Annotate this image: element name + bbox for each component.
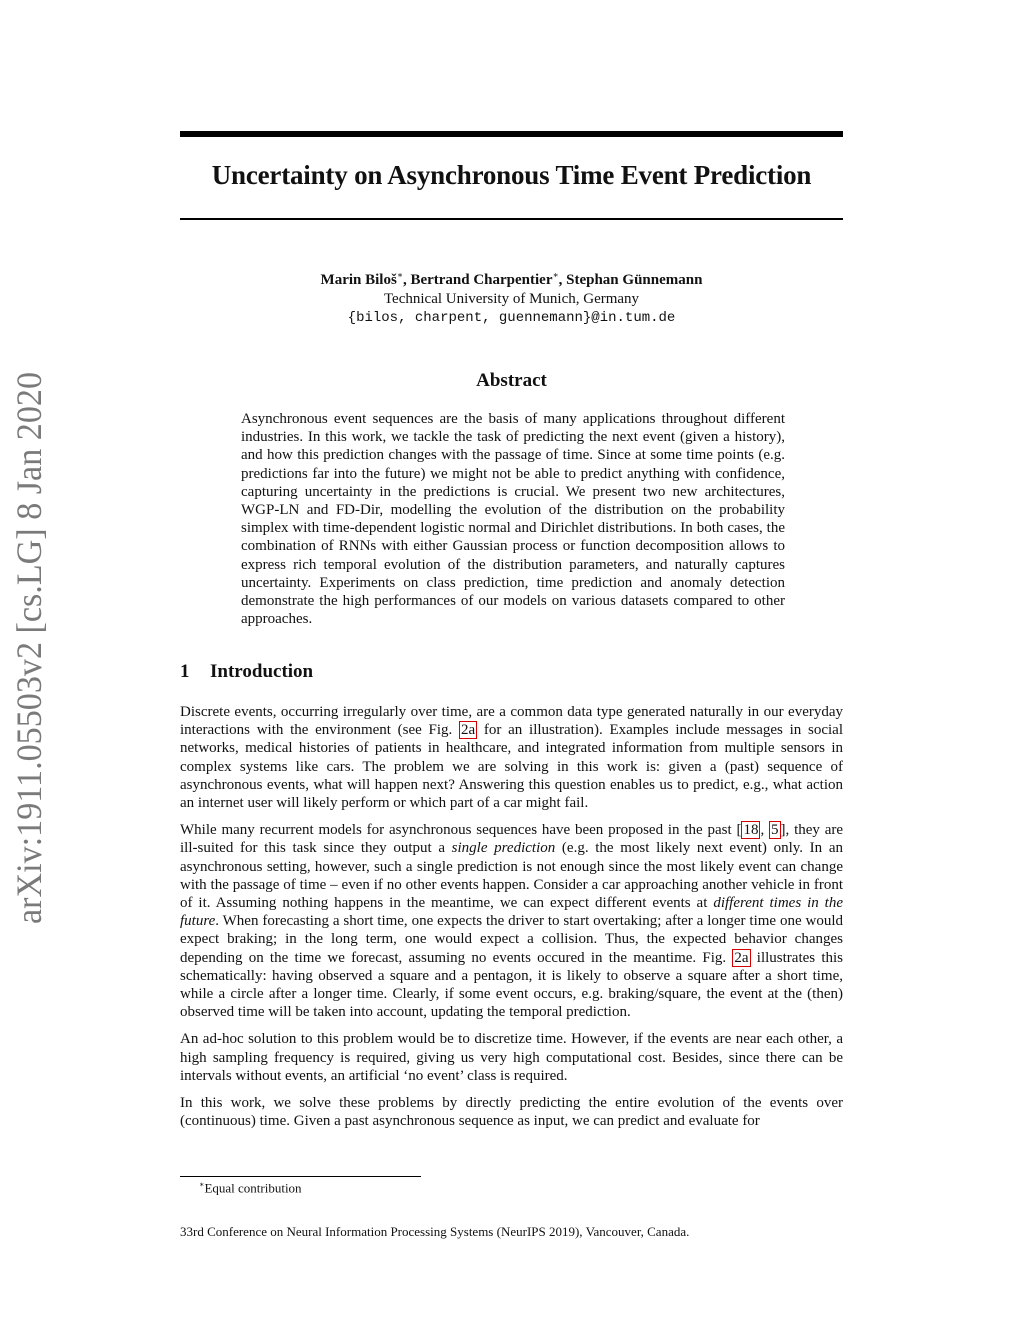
title-bottom-rule xyxy=(180,218,843,220)
footnote-rule xyxy=(180,1176,421,1177)
paragraph: Discrete events, occurring irregularly over time, are a common data type generated naturally in our everyday interactions with the environment (see Fig. 2a for an illustration). Examples include messages in social networks, medical histories of patients in healthcare, and integrated information from multiple sensors in complex systems like cars. The problem we are solving in this work is: given a (past) sequence of asynchronous events, what will happen next? Answering this question enables us to predict, e.g., what action an internet user will likely perform or which part of a car might fail. xyxy=(180,704,843,812)
footnote-mark: ∗ xyxy=(199,1180,205,1189)
footnote-text: Equal contribution xyxy=(204,1180,302,1196)
arxiv-side-stamp xyxy=(10,368,50,928)
abstract-heading: Abstract xyxy=(476,370,547,391)
equal-contribution-mark: ∗ xyxy=(552,270,559,280)
figure-ref-link[interactable]: 2a xyxy=(461,722,476,739)
arxiv-stamp-text: arXiv:1911.05503v2 [cs.LG] 8 Jan 2020 xyxy=(10,368,49,924)
introduction-text xyxy=(180,703,843,1139)
section-title: Introduction xyxy=(210,661,314,682)
author-block xyxy=(180,266,843,328)
author-emails: {bilos, charpent, guennemann}@in.tum.de xyxy=(347,310,676,326)
figure-ref-link[interactable]: 2a xyxy=(734,949,749,966)
emphasis: single prediction xyxy=(451,840,556,857)
conference-note: 33rd Conference on Neural Information Processing Systems (NeurIPS 2019), Vancouver, Canada. xyxy=(180,1224,690,1239)
equal-contribution-mark: ∗ xyxy=(396,270,403,280)
author-3: Stephan Günnemann xyxy=(566,272,703,288)
paragraph: An ad-hoc solution to this problem would be to discretize time. However, if the events are near each other, a high sampling frequency is required, giving us very high computational cost. Besides, since there can be intervals without events, an artificial ‘no event’ class is required. xyxy=(180,1031,843,1084)
paragraph: In this work, we solve these problems by directly predicting the entire evolution of the events over (continuous) time. Given a past asynchronous sequence as input, we can predict and evaluate for xyxy=(180,1095,843,1130)
author-2: Bertrand Charpentier xyxy=(410,272,553,288)
abstract-body: Asynchronous event sequences are the basis of many applications throughout different industries. In this work, we tackle the task of predicting the next event (given a history), and how this prediction changes with the passage of time. Since at some time points (e.g. predictions far into the future) we might not be able to predict anything with confidence, capturing uncertainty in the predictions is crucial. We present two new architectures, WGP-LN and FD-Dir, modelling the evolution of the distribution on the probability simplex with time-dependent logistic normal and Dirichlet distributions. In both cases, the combination of RNNs with either Gaussian process or function decomposition allows to express rich temporal evolution of the distribution parameters, and naturally captures uncertainty. Experiments on class prediction, time prediction and anomaly detection demonstrate the high performances of our models on various datasets compared to other approaches. xyxy=(241,411,785,628)
affiliation: Technical University of Munich, Germany xyxy=(383,291,640,307)
section-heading-introduction xyxy=(180,661,313,683)
paper-title: Uncertainty on Asynchronous Time Event Prediction xyxy=(211,160,812,190)
author-1: Marin Biloš xyxy=(320,272,397,288)
author-names: Marin Biloš∗, Bertrand Charpentier∗, Stephan Günnemann xyxy=(320,270,703,288)
section-number: 1 xyxy=(180,661,190,682)
title-top-rule xyxy=(180,131,843,137)
emphasis: different times in the future xyxy=(180,895,843,930)
footnote xyxy=(199,1180,302,1196)
paragraph: While many recurrent models for asynchronous sequences have been proposed in the past [ 18 , 5 ], they are ill-suited for this task since they output a single prediction (e.g. the most likely next event) only. In an asynchronous setting, however, such a single prediction is not enough since the most likely event can change with the passage of time – even if no other events happen. Consider a car approaching another vehicle in front of it. Assuming nothing happens in the meantime, we can expect different events at different times in the future. When forecasting a short time, one expects the driver to start overtaking; after a longer time one would expect braking; in the long term, one would expect a collision. Thus, the expected behavior changes depending on the time we forecast, assuming no events occured in the meantime. Fig. 2a illustrates this schematically: having observed a square and a pentagon, it is likely to observe a square after a short time, while a circle after a longer time. Clearly, if some event occurs, e.g. braking/square, the event at the (then) observed time will be taken into account, updating the temporal prediction. xyxy=(180,822,844,1021)
citation-link[interactable]: 5 xyxy=(771,822,779,839)
citation-link[interactable]: 18 xyxy=(743,822,759,839)
